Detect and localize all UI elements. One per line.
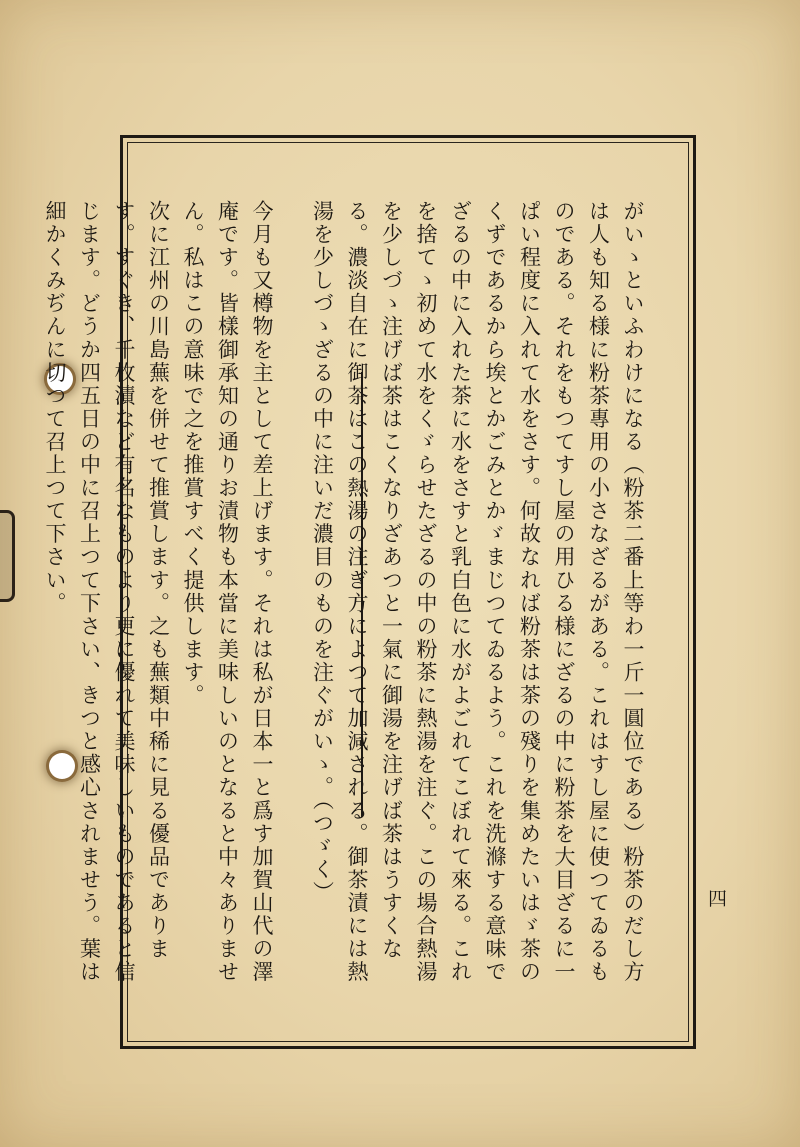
- paragraph-kabura: 次に江州の川島蕪を併せて推賞します。之も蕪類中稀に見る優品であります。すぐき、千枚漬など有名なものより更に優れて美味しいものであると信じます。どうか四五日の中に召上つて下さい、きつと感心されませう。葉は細かくみぢんに切つて召上つて下さい。: [43, 200, 171, 984]
- body-text: [43, 200, 650, 1000]
- paragraph-powdered-tea: がいゝといふわけになる（粉茶二番上等わ一斤一圓位である）粉茶のだし方は人も知る様に粉茶專用の小さなざるがある。これはすし屋に使つてゐるものである。それをもつてすし屋の用ひる様にざるの中に粉茶を大目ざるに一ぱい程度に入れて水をさす。何故なれば粉茶は茶の殘りを集めたいはゞ茶のくずであるから埃とかごみとかゞまじつてゐるよう。これを洗滌する意味でざるの中に入れた茶に水をさすと乳白色に水がよごれてこぼれて來る。これを捨てゝ初めて水をくゞらせたざるの中の粉茶に熱湯を注ぐ。この場合熱湯を少しづゝ注げば茶はこくなりざあつと一氣に御湯を注げば茶はうすくなる。濃淡自在に御茶はこの熱湯の注ぎ方によつて加減される。御茶漬には熱湯を少しづゝざるの中に注いだ濃目のものを注ぐがいゝ。（つゞく）: [310, 200, 645, 984]
- column-divider: [361, 372, 363, 817]
- page-number: 四: [708, 888, 728, 910]
- paragraph-takuan: 今月も又樽物を主として差上げます。それは私が日本一と爲す加賀山代の澤庵です。皆樣御承知の通りお漬物も本當に美味しいのとなると中々ありません。私はこの意味で之を推賞すべく提供します。: [181, 200, 274, 984]
- binding-clip: [0, 510, 15, 602]
